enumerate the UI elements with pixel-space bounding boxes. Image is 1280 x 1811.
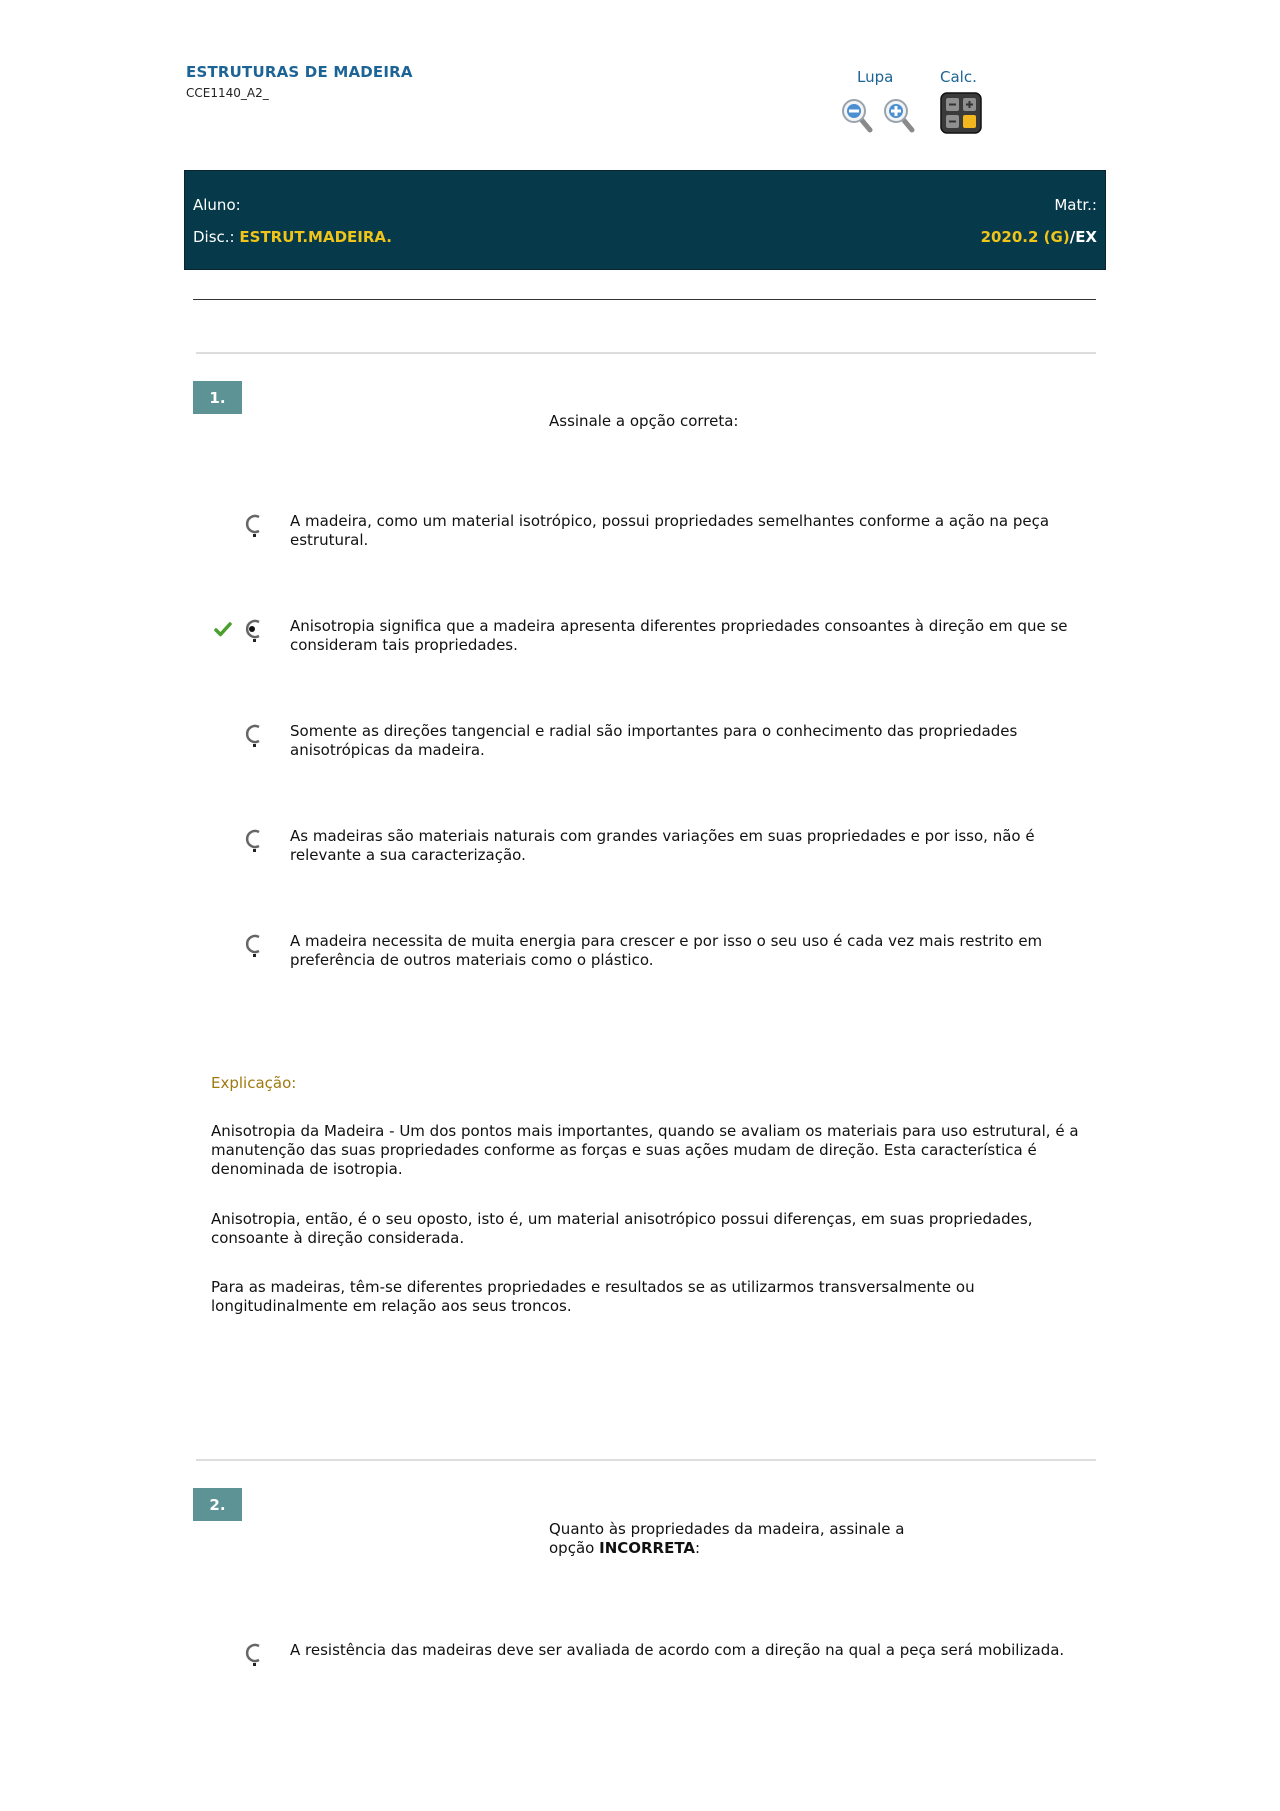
course-title: ESTRUTURAS DE MADEIRA — [186, 63, 413, 81]
zoom-out-button[interactable] — [840, 96, 874, 134]
disc-value: ESTRUT.MADEIRA. — [239, 228, 393, 246]
answer-option — [210, 512, 1090, 556]
answer-radio[interactable] — [241, 512, 265, 540]
zoom-out-icon — [840, 96, 874, 134]
answer-radio[interactable] — [241, 1641, 265, 1669]
answer-radio[interactable] — [241, 722, 265, 750]
prompt-part: opção — [549, 1539, 595, 1557]
question-prompt: Assinale a opção correta: — [549, 412, 739, 430]
explanation-paragraph: Anisotropia, então, é o seu oposto, isto é, um material anisotrópico possui diferenças, em suas propriedades, consoante à direção considerada. — [211, 1210, 1033, 1247]
answer-option — [210, 932, 1090, 976]
answer-text: A resistência das madeiras deve ser avaliada de acordo com a direção na qual a peça será mobilizada. — [290, 1641, 1065, 1659]
explanation-paragraph: Para as madeiras, têm-se diferentes propriedades e resultados se as utilizarmos transversalmente ou longitudinalmente em relação aos seus troncos. — [211, 1278, 975, 1315]
radio-icon — [241, 512, 265, 540]
calculator-button[interactable] — [940, 92, 982, 134]
question-divider — [196, 1459, 1096, 1461]
answer-text: As madeiras são materiais naturais com grandes variações em suas propriedades e por isso, não é relevante a sua caracterização. — [290, 827, 1035, 864]
question-number-badge: 1. — [193, 381, 242, 414]
answer-option — [210, 722, 1090, 766]
period-suffix: EX — [1075, 228, 1097, 246]
prompt-part: Quanto às propriedades da madeira, assinale a — [549, 1520, 905, 1538]
question-divider — [196, 352, 1096, 354]
student-info-bar — [184, 170, 1106, 270]
answer-radio-selected[interactable] — [241, 617, 265, 645]
calculator-icon — [940, 92, 982, 134]
period-separator: / — [1069, 228, 1076, 246]
period-info — [981, 228, 1097, 246]
calc-label: Calc. — [940, 68, 977, 86]
radio-icon — [241, 827, 265, 855]
answer-text: A madeira necessita de muita energia para crescer e por isso o seu uso é cada vez mais restrito em preferência de outros materiais como o plástico. — [290, 932, 1043, 969]
explanation-paragraph: Anisotropia da Madeira - Um dos pontos mais importantes, quando se avaliam os materiais para uso estrutural, é a manutenção das suas propriedades conforme as forças e suas ações mudam de direção. Esta característica é denominada de isotropia. — [211, 1122, 1079, 1178]
question-number-badge: 2. — [193, 1488, 242, 1521]
prompt-end: : — [695, 1539, 701, 1557]
disc-row — [193, 228, 392, 246]
prompt-emphasis: INCORRETA — [599, 1539, 696, 1557]
radio-icon — [241, 1641, 265, 1669]
answer-radio[interactable] — [241, 932, 265, 960]
disc-label: Disc.: — [193, 228, 235, 246]
answer-text: A madeira, como um material isotrópico, possui propriedades semelhantes conforme a ação na peça estrutural. — [290, 512, 1050, 549]
zoom-in-icon — [882, 96, 916, 134]
radio-selected-icon — [241, 617, 265, 645]
check-icon — [214, 620, 232, 638]
lupa-label: Lupa — [857, 68, 894, 86]
answer-radio[interactable] — [241, 827, 265, 855]
answer-option-correct — [210, 617, 1090, 661]
zoom-in-button[interactable] — [882, 96, 916, 134]
answer-option — [210, 827, 1090, 871]
matr-label: Matr.: — [1054, 196, 1097, 214]
answer-text: Somente as direções tangencial e radial são importantes para o conhecimento das propriedades anisotrópicas da madeira. — [290, 722, 1018, 759]
divider — [193, 299, 1096, 300]
radio-icon — [241, 932, 265, 960]
aluno-label: Aluno: — [193, 196, 241, 214]
question-prompt — [549, 1520, 969, 1558]
radio-icon — [241, 722, 265, 750]
answer-option — [210, 1641, 1090, 1685]
period-value: 2020.2 (G) — [980, 228, 1070, 246]
explanation-title: Explicação: — [211, 1074, 297, 1092]
correct-check — [214, 620, 232, 638]
answer-text: Anisotropia significa que a madeira apresenta diferentes propriedades consoantes à direção em que se consideram tais propriedades. — [290, 617, 1068, 654]
course-code: CCE1140_A2_ — [186, 86, 269, 100]
